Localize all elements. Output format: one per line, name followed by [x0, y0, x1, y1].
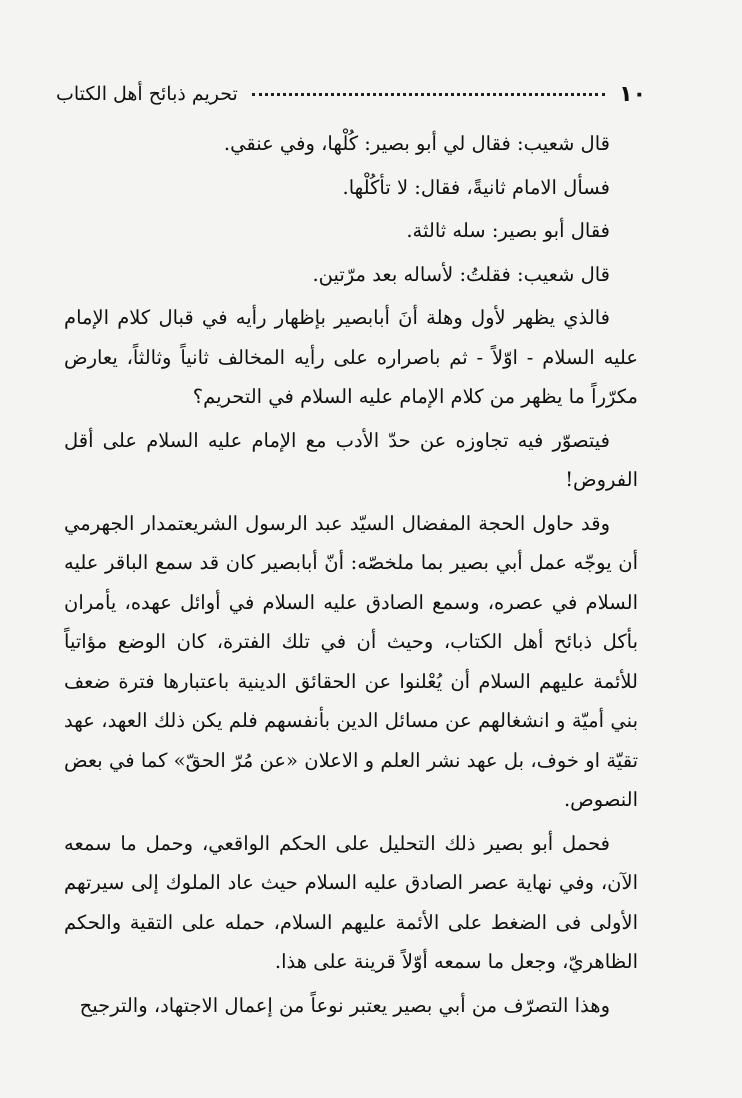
paragraph: فسأل الامام ثانيةً، فقال: لا تأكُلْها. [342, 175, 610, 199]
body-text [64, 124, 638, 1029]
paragraph: قال شعيب: فقلتُ: لأساله بعد مرّتين. [312, 262, 610, 286]
page-number: ١٠ [619, 81, 646, 107]
paragraph: وقد حاول الحجة المفضال السيّد عبد الرسول الشريعتمدار الجهرمي أن يوجّه عمل أبي بصير بما ملخصّه: أنّ أبابصير كان قد سمع الباقر عليه السلام في عصره، وسمع الصادق عليه السلام في أوائل عهده، يأمران بأكل ذبائح أهل الكتاب، وحيث أن في تلك الفترة، كان الوضع مؤاتياً للأئمة عليهم السلام أن يُعْلنوا عن الحقائق الدينية باعتبارها فترة ضعف بني أميّة و انشغالهم عن مسائل الدين بأنفسهم فلم يكن ذلك العهد، عهد تقيّة او خوف، بل عهد نشر العلم و الاعلان «عن مُرّ الحقّ» كما في بعض النصوص. [64, 511, 638, 811]
paragraph: فالذي يظهر لأول وهلة أنَ أبابصير بإظهار رأيه في قبال كلام الإمام عليه السلام - اوّلاً - ثم باصراره على رأيه المخالف ثانياً وثالثاً، يعارض مكرّراً ما يظهر من كلام الإمام عليه السلام في التحريم؟ [64, 306, 638, 408]
paragraph: فقال أبو بصير: سله ثالثة. [406, 219, 610, 242]
paragraph: فيتصوّر فيه تجاوزه عن حدّ الأدب مع الإمام عليه السلام على أقل الفروض! [64, 428, 638, 491]
paragraph: فحمل أبو بصير ذلك التحليل على الحكم الواقعي، وحمل ما سمعه الآن، وفي نهاية عصر الصادق عليه السلام حيث عاد الملوك إلى سيرتهم الأولى فى الضغط على الأئمة عليهم السلام، حمله على التقية والحكم الظاهريّ، وجعل ما سمعه أوّلاً قرينة على هذا. [64, 831, 638, 973]
dotted-leader [252, 93, 605, 96]
running-title: تحريم ذبائح أهل الكتاب [56, 83, 238, 105]
paragraph: وهذا التصرّف من أبي بصير يعتبر نوعاً من إعمال الاجتهاد، والترجيح [79, 993, 610, 1017]
paragraph: قال شعيب: فقال لي أبو بصير: كُلْها، وفي عنقي. [223, 132, 610, 155]
page-header [56, 76, 646, 112]
